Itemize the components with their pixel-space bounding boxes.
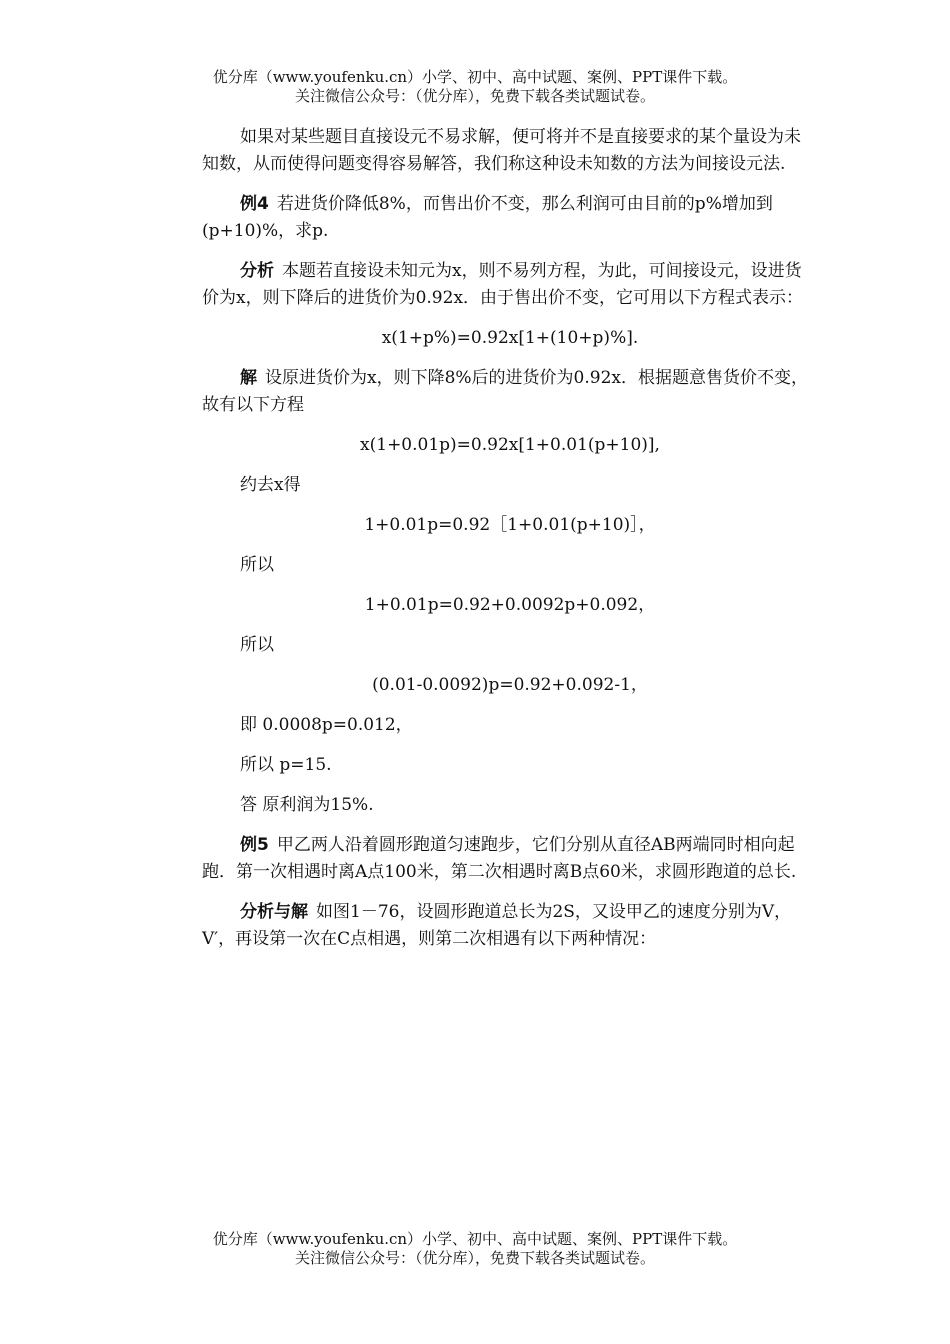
step-2: 所以 [240, 555, 274, 575]
solution-4 [202, 365, 808, 419]
equation-4: 1+0.01p=0.92+0.0092p+0.092， [364, 595, 656, 615]
solution-4-text: 设原进货价为x，则下降8%后的进货价为0.92x．根据题意售货价不变，故有以下方程 [202, 368, 808, 415]
example-5-text: 甲乙两人沿着圆形跑道匀速跑步，它们分别从直径AB两端同时相向起跑．第一次相遇时离A点100米，第二次相遇时离B点60米，求圆形跑道的总长. [202, 835, 797, 882]
footer-line-2: 关注微信公众号：（优分库），免费下载各类试题试卷。 [294, 1249, 655, 1267]
step-1: 约去x得 [240, 475, 301, 495]
answer-line: 答 原利润为15%. [240, 795, 374, 815]
example-4-label: 例4 [240, 194, 269, 214]
equation-2: x(1+0.01p)=0.92x[1+0.01(p+10)], [360, 435, 660, 455]
document-body [202, 124, 808, 966]
solution-4-label: 解 [240, 368, 257, 388]
page-footer [0, 1230, 950, 1268]
footer-line-1: 优分库（www.youfenku.cn）小学、初中、高中试题、案例、PPT课件下载。 [212, 1230, 738, 1248]
equation-5: (0.01-0.0092)p=0.92+0.092-1， [372, 675, 648, 695]
analysis-5-text: 如图1－76，设圆形跑道总长为2S，又设甲乙的速度分别为V，V′，再设第一次在C点相遇，则第二次相遇有以下两种情况： [202, 902, 792, 949]
example-4-text: 若进货价降低8%，而售出价不变，那么利润可由目前的p%增加到(p+10)%，求p. [202, 194, 773, 241]
step-3: 所以 [240, 635, 274, 655]
equation-1: x(1+p%)=0.92x[1+(10+p)%]. [381, 328, 639, 348]
analysis-4 [202, 258, 808, 312]
example-5-label: 例5 [240, 835, 269, 855]
intro-paragraph: 如果对某些题目直接设元不易求解，便可将并不是直接要求的某个量设为未知数，从而使得问题变得容易解答，我们称这种设未知数的方法为间接设元法. [202, 127, 801, 174]
example-4 [202, 191, 808, 245]
analysis-5 [202, 899, 808, 953]
step-5: 所以 p=15. [240, 755, 332, 775]
page-header [0, 68, 950, 106]
header-line-1: 优分库（www.youfenku.cn）小学、初中、高中试题、案例、PPT课件下载。 [212, 68, 738, 86]
analysis-4-label: 分析 [240, 261, 274, 281]
example-5 [202, 832, 808, 886]
analysis-4-text: 本题若直接设未知元为x，则不易列方程，为此，可间接设元，设进货价为x，则下降后的进货价为0.92x．由于售出价不变，它可用以下方程式表示： [202, 261, 804, 308]
header-line-2: 关注微信公众号：（优分库），免费下载各类试题试卷。 [294, 87, 655, 105]
equation-3: 1+0.01p=0.92［1+0.01(p+10)］， [364, 515, 656, 535]
step-4: 即 0.0008p=0.012， [240, 715, 413, 735]
analysis-5-label: 分析与解 [240, 902, 308, 922]
